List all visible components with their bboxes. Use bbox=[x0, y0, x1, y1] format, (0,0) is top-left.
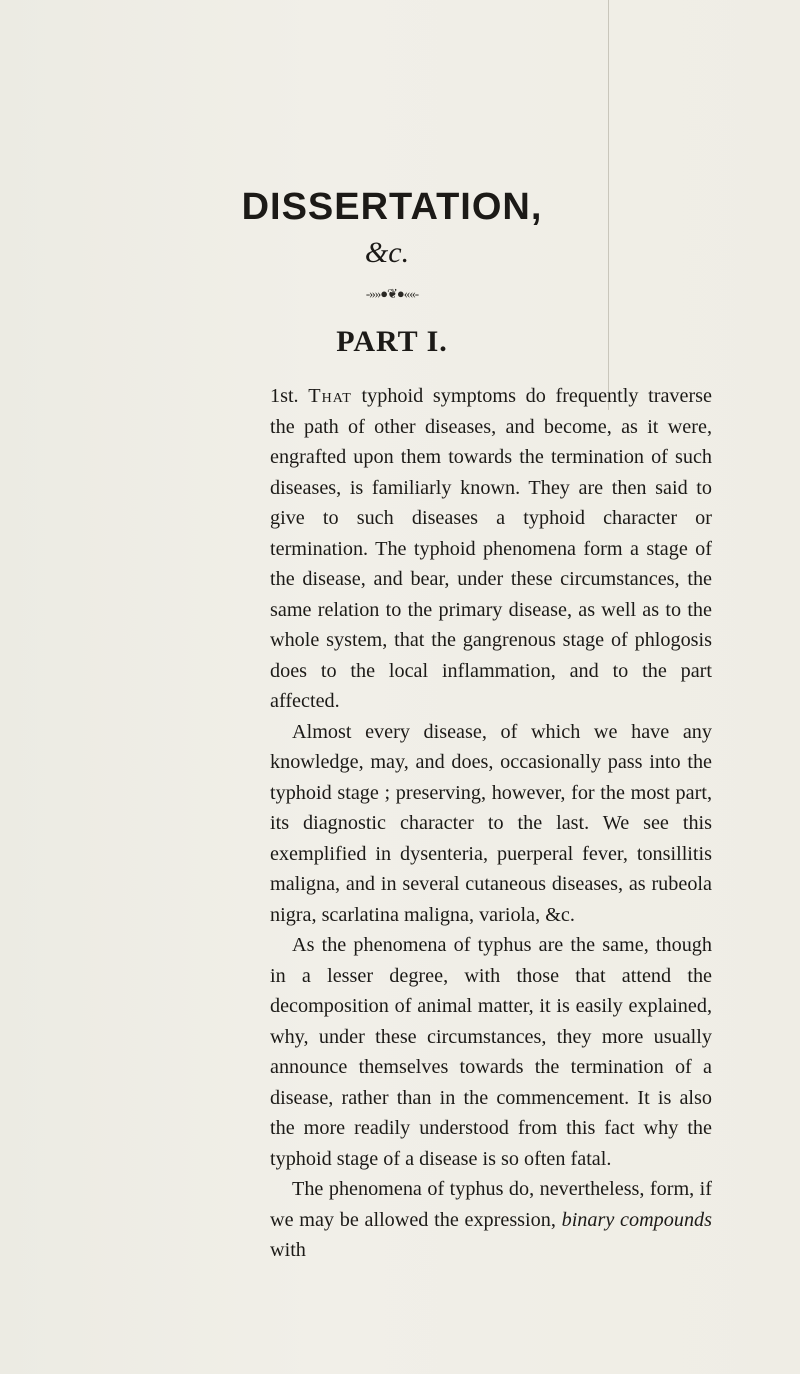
paragraph-1 bbox=[270, 381, 712, 717]
page-subtitle: &c. bbox=[364, 236, 410, 269]
paragraph-4-tail: with bbox=[270, 1239, 306, 1261]
paragraph-3-text: As the phenomena of typhus are the same, though in a lesser degree, with those that attend the decomposition of animal matter, it is easily explained, why, under these circumstances, they more usually announce themselves towards the termination of a disease, rather than in the commencement. It is also the more readily understood from this fact why the typhoid stage of a disease is so often fatal. bbox=[270, 934, 712, 1170]
paragraph-2-text: Almost every disease, of which we have any knowledge, may, and does, occasionally pass into the typhoid stage ; preserving, however, for the most part, its diagnostic character to the last. We see this exemplified in dysenteria, puerperal fever, tonsillitis maligna, and in several cutaneous diseases, as rubeola nigra, scarlatina maligna, variola, &c. bbox=[270, 720, 712, 926]
paragraph-1-lead: 1st. bbox=[270, 385, 299, 407]
paragraph-1-lead-word: That bbox=[308, 385, 352, 407]
body-text bbox=[270, 381, 712, 1266]
paragraph-4 bbox=[270, 1174, 712, 1266]
paragraph-4-emphasis: binary compounds bbox=[561, 1208, 712, 1231]
paragraph-2 bbox=[270, 717, 712, 931]
paragraph-3 bbox=[270, 930, 712, 1174]
paragraph-1-text: typhoid symptoms do frequently traverse the path of other diseases, and become, as it were, engrafted upon them towards the termination of such diseases, is familiarly known. They are then said to give to such diseases a typhoid character or termination. The typhoid phenomena form a stage of the disease, and bear, under these circumstances, the same relation to the primary disease, as well as to the whole system, that the gangrenous stage of phlogosis does to the local inflammation, and to the part affected. bbox=[270, 385, 712, 712]
part-heading: PART I. bbox=[336, 325, 448, 358]
paragraph-4-text: The phenomena of typhus do, nevertheless, form, if we may be allowed the expression, bbox=[270, 1178, 712, 1231]
page-title: DISSERTATION, bbox=[241, 186, 543, 228]
ornament-divider: -»»●❦●««- bbox=[365, 286, 419, 301]
